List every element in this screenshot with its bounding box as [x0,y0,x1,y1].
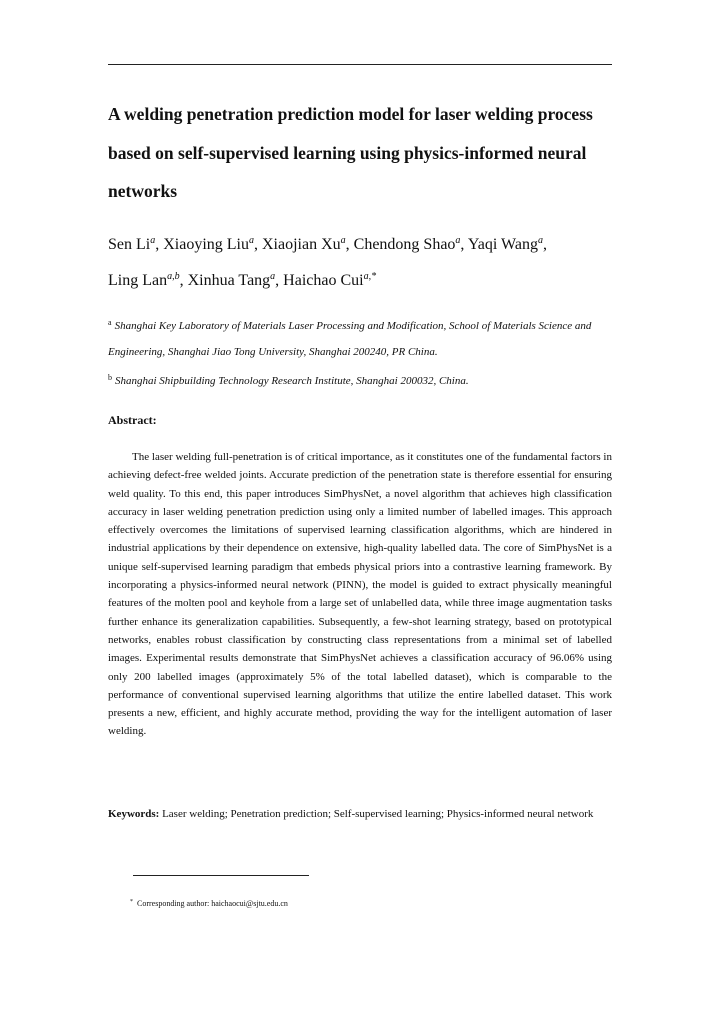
author-affiliation-mark: a [248,235,254,246]
author [108,236,163,253]
keywords-label: Keywords: [108,808,160,820]
abstract-heading: Abstract: [108,413,157,427]
abstract-text: The laser welding full-penetration is of critical importance, as it constitutes one of the fundamental factors in achieving defect-free welded joints. Accurate prediction of the penetration state is therefore essential for ensuring weld quality. To this end, this paper introduces SimPhysNet, a novel algorithm that achieves high classification accuracy in laser welding penetration prediction using only a limited number of labelled images. This approach effectively overcomes the limitations of supervised learning classification algorithms, which are hindered in industrial applications by their dependence on extensive, high-quality labelled data. The core of SimPhysNet is a unique self-supervised learning paradigm that embeds physical priors into a contrastive learning framework. By incorporating a physics-informed neural network (PINN), the model is guided to extract physically meaningful features of the molten pool and keyhole from a large set of unlabelled data, while three image augmentation tasks further enhance its generalization capabilities. Subsequently, a few-shot learning strategy, based on prototypical networks, enables robust classification by constructing class representations from a minimal set of labelled images. Experimental results demonstrate that SimPhysNet achieves a classification accuracy of 96.06% using only 200 labelled images (approximately 5% of the total labelled dataset), which is comparable to the performance of conventional supervised learning algorithms that utilize the entire labelled dataset. This work presents a new, efficient, and highly accurate method, providing the way for the intelligent automation of laser welding. [108,451,612,738]
author [262,236,354,253]
author [354,236,468,253]
author-affiliation-mark: a [270,271,276,282]
author [188,272,284,289]
author-name: Xinhua Tang [187,272,271,289]
author [283,272,376,289]
author-list [108,227,628,299]
affiliation-text: Shanghai Shipbuilding Technology Research Institute, Shanghai 200032, China. [115,375,469,387]
author-separator: , [345,236,354,253]
keywords [108,805,612,823]
header-rule [108,64,612,65]
keywords-text: Laser welding; Penetration prediction; Self-supervised learning; Physics-informed neural network [162,808,594,820]
author-name: Haichao Cui [283,272,364,289]
author-separator: , [275,272,284,289]
footnote-rule [133,875,309,876]
author-separator: , [542,236,547,253]
author-name: Sen Li [108,236,151,253]
author-affiliation-mark: a [455,235,461,246]
affiliation-label: b [108,373,112,382]
author-name: Ling Lan [108,272,168,289]
author [108,272,188,289]
author-affiliation-mark: a,* [363,271,377,282]
author-affiliation-mark: a [340,235,346,246]
author-name: Chendong Shao [353,236,456,253]
footnote-text: Corresponding author: haichaocui@sjtu.edu.cn [137,899,288,908]
affiliation-text: Shanghai Key Laboratory of Materials Laser Processing and Modification, School of Materials Science and Engineering, Shanghai Jiao Tong University, Shanghai 200240, PR China. [108,320,592,358]
author-name: Xiaoying Liu [163,236,249,253]
author-separator: , [179,272,188,289]
author-separator: , [460,236,468,253]
author-name: Xiaojian Xu [261,236,341,253]
author [468,236,547,253]
author-separator: , [253,236,262,253]
author-affiliation-mark: a [150,235,156,246]
affiliation-a [108,313,628,365]
author [163,236,262,253]
author-affiliation-mark: a [537,235,543,246]
footnote [130,899,288,908]
author-separator: , [155,236,164,253]
author-name: Yaqi Wang [467,236,538,253]
paper-title: A welding penetration prediction model for laser welding process based on self-supervised learning using physics-informed neural networks [108,104,593,201]
affiliation-label: a [108,318,112,327]
affiliation-b [108,368,628,394]
footnote-mark: * [130,899,133,905]
author-affiliation-mark: a,b [167,271,180,282]
